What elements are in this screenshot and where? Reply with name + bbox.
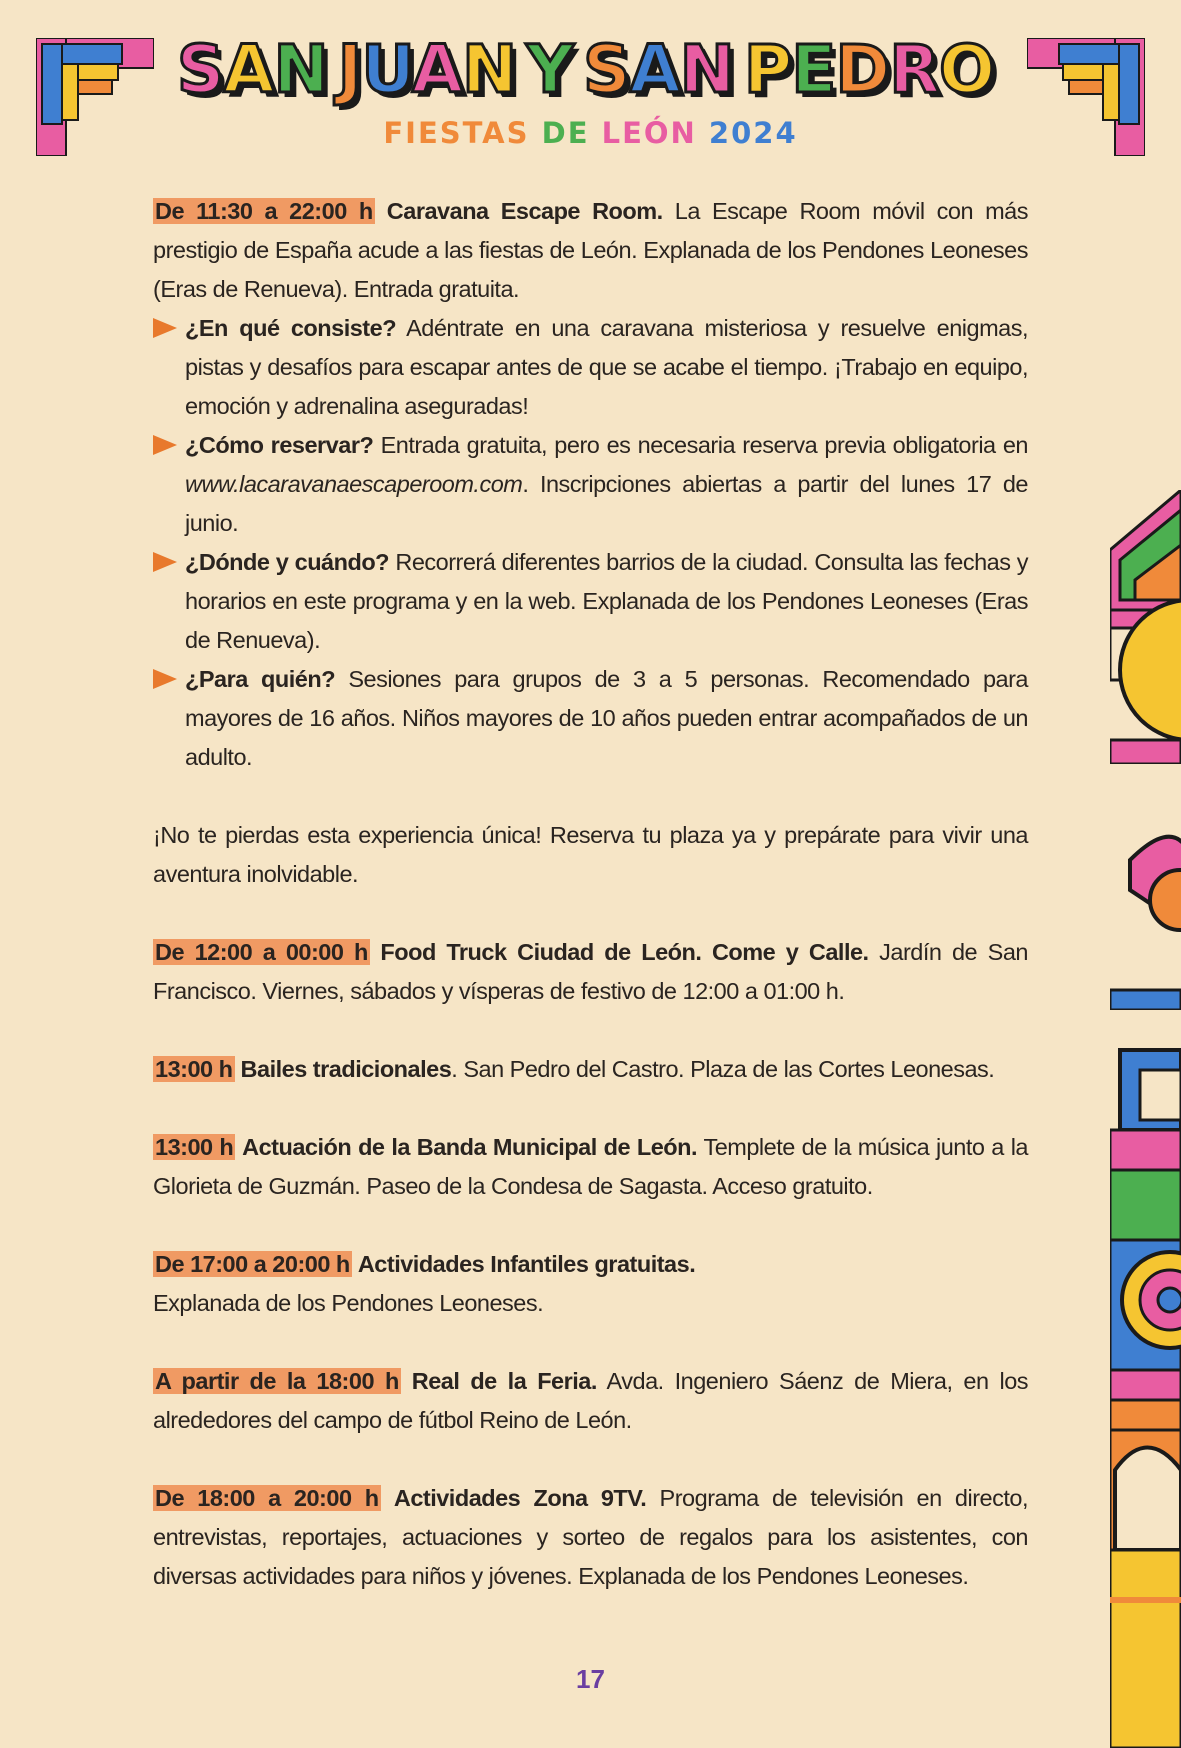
event-banda (153, 1128, 1028, 1206)
detail-label: ¿Cómo reservar? (185, 432, 374, 458)
page-number: 17 (576, 1664, 605, 1694)
event-food-truck (153, 933, 1028, 1011)
detail-label: ¿Dónde y cuándo? (185, 549, 390, 575)
event-description: La Escape Room móvil con más prestigio de España acude a las fiestas de León. Explanada de los Pendones Leoneses (Eras de Renueva). Entrada gratuita. (153, 198, 1028, 302)
event-description: Explanada de los Pendones Leoneses. (153, 1290, 544, 1316)
closing-note: ¡No te pierdas esta experiencia única! Reserva tu plaza ya y prepárate para vivir una aventura inolvidable. (153, 822, 1028, 887)
detail-text: Adéntrate en una caravana misteriosa y resuelve enigmas, pistas y desafíos para escapar antes de que se acabe el tiempo. ¡Trabajo en equipo, emoción y adrenalina aseguradas! (185, 315, 1028, 419)
title-word: SAN (176, 31, 328, 108)
subtitle-part: DE (541, 116, 602, 150)
program-content (153, 192, 1028, 1596)
detail-item (153, 660, 1028, 777)
detail-text: Entrada gratuita, pero es necesaria reserva previa obligatoria en (373, 432, 1028, 458)
escape-room-details (153, 309, 1028, 777)
event-infantiles (153, 1245, 1028, 1323)
event-bailes (153, 1050, 1028, 1089)
event-9tv (153, 1479, 1028, 1596)
header (0, 30, 1181, 150)
event-time: De 11:30 a 22:00 h (155, 198, 373, 224)
festival-title (0, 30, 1181, 110)
decorative-strip-icon (1110, 490, 1181, 1748)
festival-subtitle (0, 116, 1181, 150)
title-word: PEDRO (743, 31, 995, 108)
triangle-arrow-icon (153, 669, 177, 689)
subtitle-part: FIESTAS (383, 116, 542, 150)
booking-link[interactable]: www.lacaravanaescaperoom.com (185, 471, 523, 497)
event-title: Actividades Zona 9TV. (393, 1485, 647, 1511)
event-title: Food Truck Ciudad de León. Come y Calle. (380, 939, 869, 965)
event-escape-room (153, 192, 1028, 309)
detail-text: Recorrerá diferentes barrios de la ciudad. Consulta las fechas y horarios en este programa y en la web. Explanada de los Pendones Leoneses (Eras de Renueva). (185, 549, 1029, 653)
event-time: A partir de la 18:00 h (155, 1368, 399, 1394)
detail-text-after: . Inscripciones abiertas a partir del lunes 17 de junio. (185, 471, 1028, 536)
event-feria (153, 1362, 1028, 1440)
event-time: De 18:00 a 20:00 h (155, 1485, 379, 1511)
detail-text: Sesiones para grupos de 3 a 5 personas. Recomendado para mayores de 16 años. Niños mayores de 10 años pueden entrar acompañados de un adulto. (185, 666, 1028, 770)
triangle-arrow-icon (153, 318, 177, 338)
event-title: Caravana Escape Room. (386, 198, 663, 224)
subtitle-part: 2024 (708, 116, 798, 150)
event-title: Actuación de la Banda Municipal de León. (242, 1134, 698, 1160)
event-description: . San Pedro del Castro. Plaza de las Cortes Leonesas. (451, 1056, 995, 1082)
detail-item (153, 426, 1028, 543)
event-description: Jardín de San Francisco. Viernes, sábados y vísperas de festivo de 12:00 a 01:00 h. (153, 939, 1028, 1004)
event-time: De 12:00 a 00:00 h (155, 939, 368, 965)
detail-item (153, 543, 1028, 660)
event-description: Avda. Ingeniero Sáenz de Miera, en los alrededores del campo de fútbol Reino de León. (153, 1368, 1029, 1433)
triangle-arrow-icon (153, 552, 177, 572)
event-title: Actividades Infantiles gratuitas. (357, 1251, 696, 1277)
event-title: Bailes tradicionales (240, 1056, 452, 1082)
title-word: Y (526, 31, 574, 108)
detail-item (153, 309, 1028, 426)
triangle-arrow-icon (153, 435, 177, 455)
event-title: Real de la Feria. (411, 1368, 597, 1394)
subtitle-part: LEÓN (601, 116, 709, 150)
event-description: Templete de la música junto a la Glorieta de Guzmán. Paseo de la Condesa de Sagasta. Acceso gratuito. (153, 1134, 1028, 1199)
detail-label: ¿Para quién? (185, 666, 336, 692)
title-word: JUAN (337, 31, 517, 108)
event-time: De 17:00 a 20:00 h (155, 1251, 350, 1277)
title-word: SAN (583, 31, 734, 108)
event-description: Programa de televisión en directo, entrevistas, reportajes, actuaciones y sorteo de regalos para los asistentes, con diversas actividades para niños y jóvenes. Explanada de los Pendones Leoneses. (153, 1485, 1028, 1589)
detail-label: ¿En qué consiste? (185, 315, 397, 341)
event-time: 13:00 h (155, 1056, 233, 1082)
event-time: 13:00 h (155, 1134, 234, 1160)
